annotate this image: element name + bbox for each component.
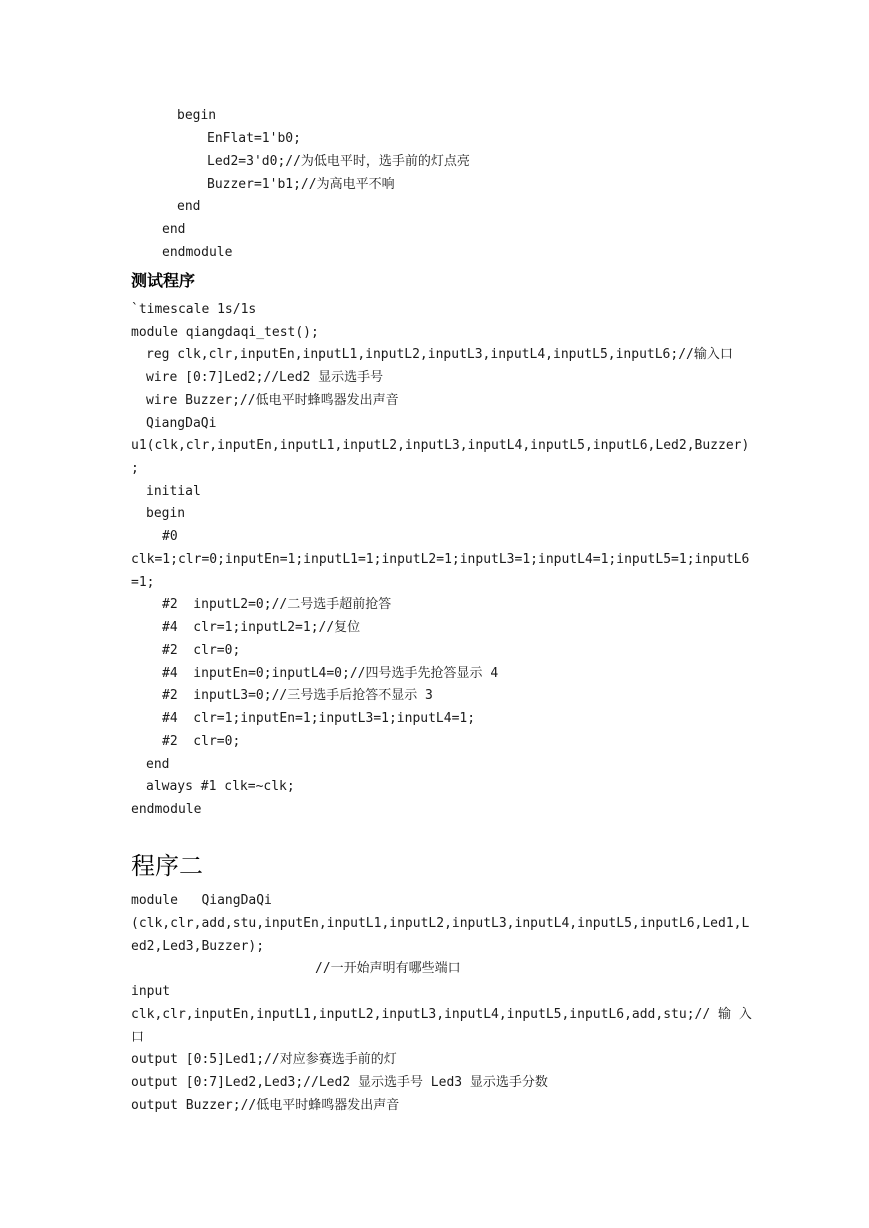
- section-heading-test-program: 测试程序: [131, 271, 196, 290]
- code-line: #4 inputEn=0;inputL4=0;//四号选手先抢答显示 4: [162, 666, 499, 681]
- code-line: module qiangdaqi_test();: [131, 325, 319, 340]
- code-line: endmodule: [131, 802, 202, 817]
- code-line: #4 clr=1;inputL2=1;//复位: [162, 620, 361, 635]
- code-line: clk,clr,inputEn,inputL1,inputL2,inputL3,inputL4,inputL5,inputL6,add,stu;// 输 入: [131, 1007, 752, 1022]
- code-line: end: [162, 222, 186, 237]
- code-line: initial: [146, 484, 201, 499]
- code-line: #2 inputL2=0;//二号选手超前抢答: [162, 597, 392, 612]
- section-heading-program-two: 程序二: [131, 852, 203, 880]
- code-line: output [0:5]Led1;//对应参赛选手前的灯: [131, 1052, 397, 1067]
- code-line: u1(clk,clr,inputEn,inputL1,inputL2,inputL3,inputL4,inputL5,inputL6,Led2,Buzzer): [131, 438, 750, 453]
- code-line: Buzzer=1'b1;//为高电平不响: [207, 177, 395, 192]
- code-line: ;: [131, 461, 139, 476]
- code-line: begin: [177, 108, 217, 123]
- code-line: QiangDaQi: [146, 416, 217, 431]
- code-line: 口: [131, 1030, 145, 1045]
- code-line: #2 inputL3=0;//三号选手后抢答不显示 3: [162, 688, 433, 703]
- code-line: clk=1;clr=0;inputEn=1;inputL1=1;inputL2=1;inputL3=1;inputL4=1;inputL5=1;inputL6: [131, 552, 750, 567]
- code-line: #2 clr=0;: [162, 643, 241, 658]
- code-line: =1;: [131, 575, 155, 590]
- code-line: input: [131, 984, 171, 999]
- code-line: #0: [162, 529, 178, 544]
- code-line: wire Buzzer;//低电平时蜂鸣器发出声音: [146, 393, 399, 408]
- code-line: Led2=3'd0;//为低电平时，选手前的灯点亮: [207, 154, 470, 169]
- code-line: end: [177, 199, 201, 214]
- code-line: endmodule: [162, 245, 233, 260]
- code-line: //一开始声明有哪些端口: [315, 961, 461, 976]
- code-line: ed2,Led3,Buzzer);: [131, 939, 265, 954]
- code-line: wire [0:7]Led2;//Led2 显示选手号: [146, 370, 384, 385]
- code-line: output [0:7]Led2,Led3;//Led2 显示选手号 Led3 显示选手分数: [131, 1075, 548, 1090]
- code-line: reg clk,clr,inputEn,inputL1,inputL2,inputL3,inputL4,inputL5,inputL6;//输入口: [146, 347, 733, 362]
- code-line: begin: [146, 506, 186, 521]
- code-line: #4 clr=1;inputEn=1;inputL3=1;inputL4=1;: [162, 711, 476, 726]
- code-line: #2 clr=0;: [162, 734, 241, 749]
- code-line: module QiangDaQi: [131, 893, 272, 908]
- code-line: (clk,clr,add,stu,inputEn,inputL1,inputL2,inputL3,inputL4,inputL5,inputL6,Led1,L: [131, 916, 750, 931]
- code-line: `timescale 1s/1s: [131, 302, 257, 317]
- code-line: end: [146, 757, 170, 772]
- code-line: output Buzzer;//低电平时蜂鸣器发出声音: [131, 1098, 400, 1113]
- code-line: always #1 clk=~clk;: [146, 779, 295, 794]
- code-line: EnFlat=1'b0;: [207, 131, 301, 146]
